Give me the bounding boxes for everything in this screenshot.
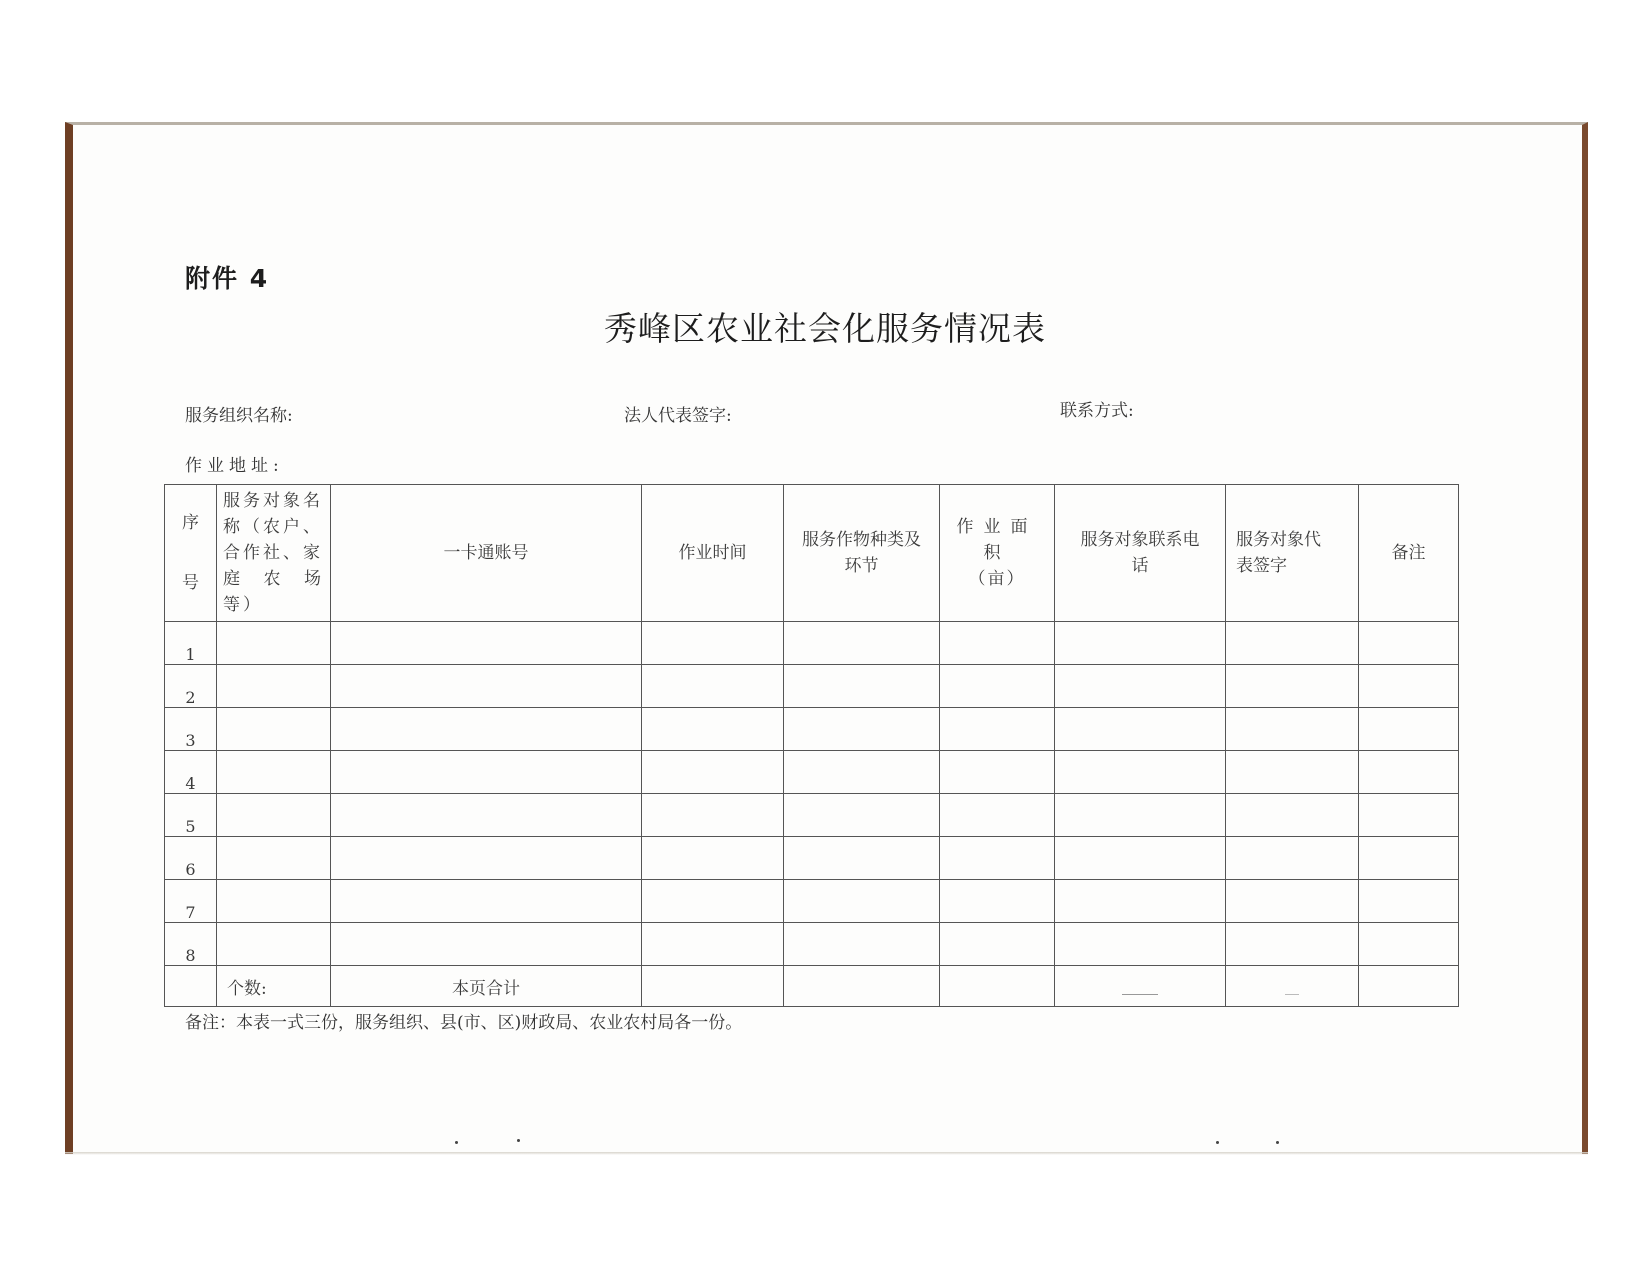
cell-service-target: [217, 837, 331, 880]
total-page-sum-label: 本页合计: [331, 966, 642, 1007]
header-target-phone: [1055, 485, 1226, 622]
header-sign-line: 服务对象代: [1236, 530, 1321, 550]
cell-work-time: [642, 708, 784, 751]
header-seq-line: 号: [182, 573, 199, 593]
header-target-line: 合作社、家: [223, 543, 323, 563]
cell-total-work-time: [642, 966, 784, 1007]
row-seq: 1: [165, 622, 217, 665]
cell-total-work-area: [940, 966, 1055, 1007]
cell-crop-type: [784, 665, 940, 708]
cell-service-target: [217, 923, 331, 966]
table-row: [165, 622, 1459, 665]
service-table: [164, 484, 1459, 1007]
row-seq: 7: [165, 880, 217, 923]
table-row: [165, 794, 1459, 837]
cell-service-target: [217, 794, 331, 837]
cell-target-phone: [1055, 751, 1226, 794]
header-target-line: 服务对象名: [223, 491, 323, 511]
cell-crop-type: [784, 923, 940, 966]
total-row: [165, 966, 1459, 1007]
header-phone-line: 话: [1131, 556, 1149, 576]
row-seq: 4: [165, 751, 217, 794]
header-work-time: 作业时间: [642, 485, 784, 622]
cell-card-account: [331, 665, 642, 708]
cell-work-time: [642, 622, 784, 665]
header-card-account: 一卡通账号: [331, 485, 642, 622]
page-title: [0, 303, 1650, 350]
legal-rep-sign-label: 法人代表签字:: [624, 406, 732, 426]
cell-crop-type: [784, 622, 940, 665]
header-crop-line: 环节: [844, 556, 879, 576]
header-area-line: 积: [983, 543, 1011, 563]
cell-target-sign: [1226, 794, 1359, 837]
cell-target-phone: [1055, 622, 1226, 665]
cell-crop-type: [784, 708, 940, 751]
cell-service-target: [217, 751, 331, 794]
cell-target-phone: [1055, 837, 1226, 880]
cell-work-area: [940, 923, 1055, 966]
cell-target-sign: [1226, 880, 1359, 923]
cell-work-area: [940, 622, 1055, 665]
cell-card-account: [331, 751, 642, 794]
cell-work-time: [642, 751, 784, 794]
cell-card-account: [331, 708, 642, 751]
cell-target-sign: [1226, 751, 1359, 794]
cell-work-time: [642, 923, 784, 966]
table-row: [165, 923, 1459, 966]
total-count-label: 个数:: [217, 966, 331, 1007]
table-row: [165, 751, 1459, 794]
cell-target-sign: [1226, 665, 1359, 708]
cell-target-phone: [1055, 708, 1226, 751]
cell-card-account: [331, 622, 642, 665]
cell-crop-type: [784, 880, 940, 923]
org-name-label: 服务组织名称:: [185, 406, 293, 426]
table-row: [165, 880, 1459, 923]
cell-card-account: [331, 794, 642, 837]
header-note: 备注: [1359, 485, 1459, 622]
dash-mark: [1122, 994, 1158, 995]
header-sign-line: 表签字: [1236, 556, 1287, 576]
cell-work-time: [642, 880, 784, 923]
table-row: [165, 837, 1459, 880]
cell-total-crop-type: [784, 966, 940, 1007]
cell-work-area: [940, 880, 1055, 923]
cell-service-target: [217, 622, 331, 665]
scan-speck: [455, 1141, 458, 1144]
row-seq: 2: [165, 665, 217, 708]
cell-work-area: [940, 794, 1055, 837]
scan-speck: [517, 1139, 520, 1142]
cell-target-sign: [1226, 708, 1359, 751]
header-seq-line: 序: [182, 513, 199, 533]
dash-mark: [1285, 994, 1299, 995]
row-seq: 8: [165, 923, 217, 966]
cell-card-account: [331, 837, 642, 880]
header-row: [165, 485, 1459, 622]
cell-target-sign: [1226, 837, 1359, 880]
cell-service-target: [217, 708, 331, 751]
cell-note: [1359, 622, 1459, 665]
cell-target-phone: [1055, 880, 1226, 923]
cell-note: [1359, 837, 1459, 880]
header-target-line: 等）: [223, 595, 263, 615]
cell-card-account: [331, 923, 642, 966]
footer-remark: 备注：本表一式三份，服务组织、县(市、区)财政局、农业农村局各一份。: [185, 1013, 743, 1033]
cell-work-area: [940, 837, 1055, 880]
cell-note: [1359, 708, 1459, 751]
cell-crop-type: [784, 794, 940, 837]
cell-total-sign: [1226, 966, 1359, 1007]
cell-target-sign: [1226, 923, 1359, 966]
cell-note: [1359, 923, 1459, 966]
scan-speck: [1216, 1141, 1219, 1144]
header-seq: [165, 485, 217, 622]
cell-card-account: [331, 880, 642, 923]
header-service-target: [217, 485, 331, 622]
header-work-area: [940, 485, 1055, 622]
cell-target-phone: [1055, 923, 1226, 966]
header-crop-line: 服务作物种类及: [802, 530, 921, 550]
cell-work-time: [642, 837, 784, 880]
cell-crop-type: [784, 837, 940, 880]
cell-work-area: [940, 708, 1055, 751]
cell-note: [1359, 880, 1459, 923]
cell-total-seq: [165, 966, 217, 1007]
address-label: 作业地址:: [185, 456, 284, 476]
attachment-label: 附件 4: [185, 264, 270, 293]
header-target-line: 庭 农 场: [223, 569, 324, 589]
header-area-line: （亩）: [968, 569, 1026, 589]
cell-work-time: [642, 665, 784, 708]
header-target-line: 称（农户、: [223, 517, 323, 537]
cell-note: [1359, 751, 1459, 794]
cell-work-area: [940, 665, 1055, 708]
cell-note: [1359, 665, 1459, 708]
contact-label: 联系方式:: [1060, 401, 1134, 421]
cell-work-area: [940, 751, 1055, 794]
header-phone-line: 服务对象联系电: [1080, 530, 1200, 550]
cell-crop-type: [784, 751, 940, 794]
cell-total-note: [1359, 966, 1459, 1007]
cell-target-phone: [1055, 794, 1226, 837]
row-seq: 5: [165, 794, 217, 837]
row-seq: 6: [165, 837, 217, 880]
cell-service-target: [217, 880, 331, 923]
cell-note: [1359, 794, 1459, 837]
title-text: 秀峰区农业社会化服务情况表: [604, 309, 1046, 348]
cell-target-phone: [1055, 665, 1226, 708]
cell-work-time: [642, 794, 784, 837]
row-seq: 3: [165, 708, 217, 751]
sheet-edge: [65, 1152, 1588, 1155]
table-row: [165, 665, 1459, 708]
table-row: [165, 708, 1459, 751]
cell-target-sign: [1226, 622, 1359, 665]
cell-total-phone: [1055, 966, 1226, 1007]
header-crop-type: [784, 485, 940, 622]
header-area-line: 作业面: [956, 517, 1038, 537]
scan-speck: [1276, 1141, 1279, 1144]
header-target-sign: [1226, 485, 1359, 622]
cell-service-target: [217, 665, 331, 708]
